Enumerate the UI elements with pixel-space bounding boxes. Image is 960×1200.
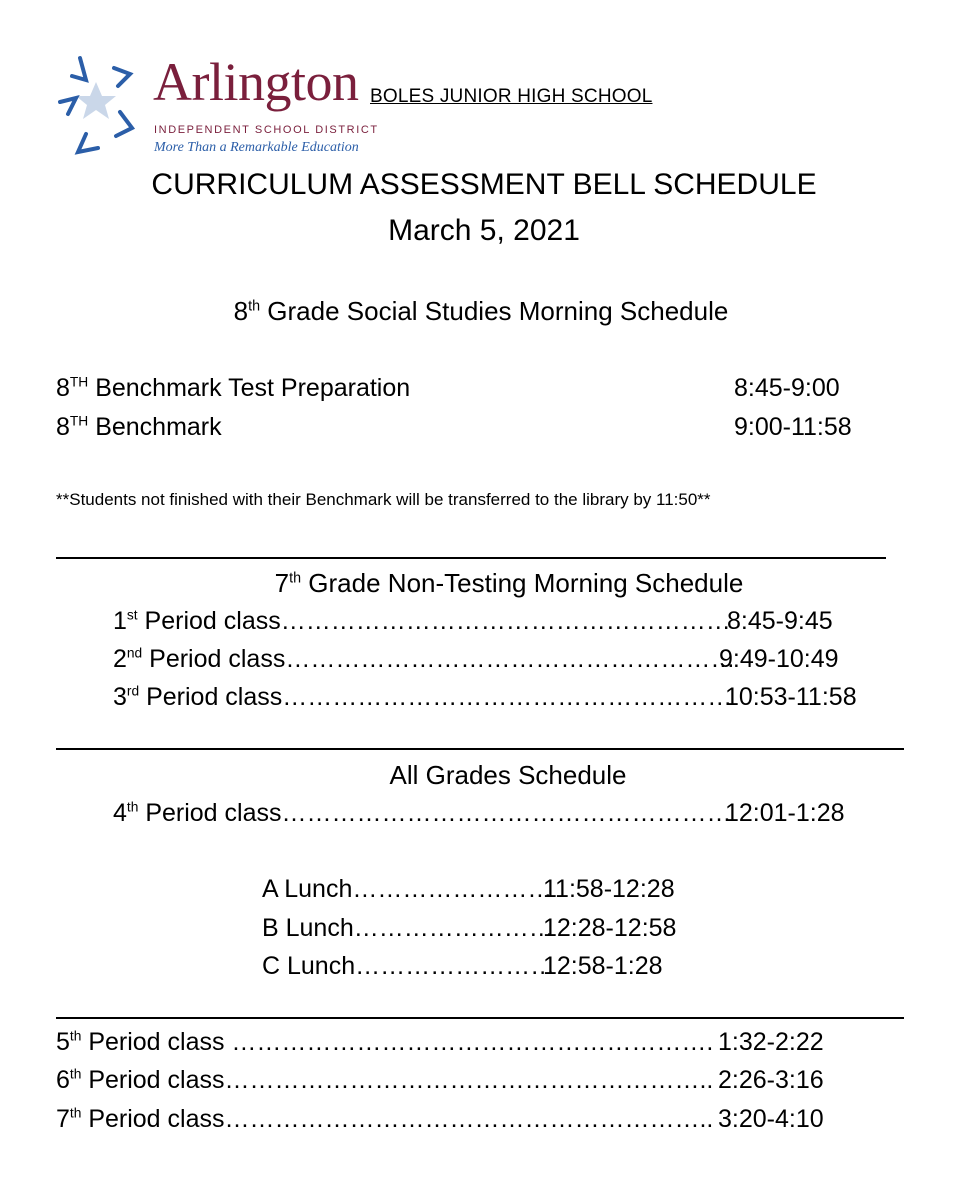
schedule-row-time: 3:20-4:10	[718, 1105, 824, 1133]
schedule-row-time: 2:26-3:16	[718, 1066, 824, 1094]
schedule-row-time: 10:53-11:58	[725, 683, 857, 711]
school-name: BOLES JUNIOR HIGH SCHOOL	[370, 86, 653, 107]
schedule-date: March 5, 2021	[388, 214, 580, 247]
seventh-grade-heading: 7th Grade Non-Testing Morning Schedule	[274, 568, 744, 598]
logo-district-text: INDEPENDENT SCHOOL DISTRICT	[154, 124, 379, 136]
page-title: CURRICULUM ASSESSMENT BELL SCHEDULE	[151, 168, 817, 201]
schedule-row-label: 5th Period class ………………………………………………….	[56, 1028, 714, 1056]
lunch-time: 12:58-1:28	[543, 952, 663, 980]
schedule-row-label: 8TH Benchmark	[56, 413, 222, 441]
logo-tagline: More Than a Remarkable Education	[154, 140, 359, 155]
schedule-row-label: 2nd Period class………………………………………………	[113, 645, 736, 673]
schedule-row-label: 1st Period class………………………………………………	[113, 607, 731, 635]
schedule-row-time: 12:01-1:28	[725, 799, 845, 827]
schedule-row-time: 8:45-9:00	[734, 374, 840, 402]
star-logo-icon	[56, 52, 140, 160]
schedule-row-time: 9:49-10:49	[719, 645, 839, 673]
schedule-row-label: 7th Period class…………………………………………………..	[56, 1105, 714, 1133]
district-logo	[56, 52, 379, 162]
section-divider	[56, 748, 904, 750]
benchmark-note: **Students not finished with their Benchmark will be transferred to the library by 11:50**	[56, 490, 711, 509]
schedule-row-label: 4th Period class………………………………………………	[113, 799, 732, 827]
lunch-time: 12:28-12:58	[543, 914, 677, 942]
schedule-row-time: 9:00-11:58	[734, 413, 852, 441]
logo-wordmark: Arlington	[153, 52, 359, 112]
lunch-label: A Lunch……………………	[262, 875, 553, 903]
schedule-row-label: 3rd Period class………………………………………………	[113, 683, 733, 711]
schedule-row-label: 8TH Benchmark Test Preparation	[56, 374, 411, 402]
schedule-row-label: 6th Period class…………………………………………………..	[56, 1066, 714, 1094]
all-grades-heading: All Grades Schedule	[389, 760, 627, 790]
lunch-label: C Lunch……………………	[262, 952, 556, 980]
schedule-row-time: 8:45-9:45	[727, 607, 833, 635]
eighth-grade-heading: 8th Grade Social Studies Morning Schedule	[233, 296, 729, 326]
section-divider	[56, 557, 886, 559]
section-divider	[56, 1017, 904, 1019]
lunch-label: B Lunch……………………	[262, 914, 554, 942]
lunch-time: 11:58-12:28	[543, 875, 675, 903]
schedule-row-time: 1:32-2:22	[718, 1028, 824, 1056]
